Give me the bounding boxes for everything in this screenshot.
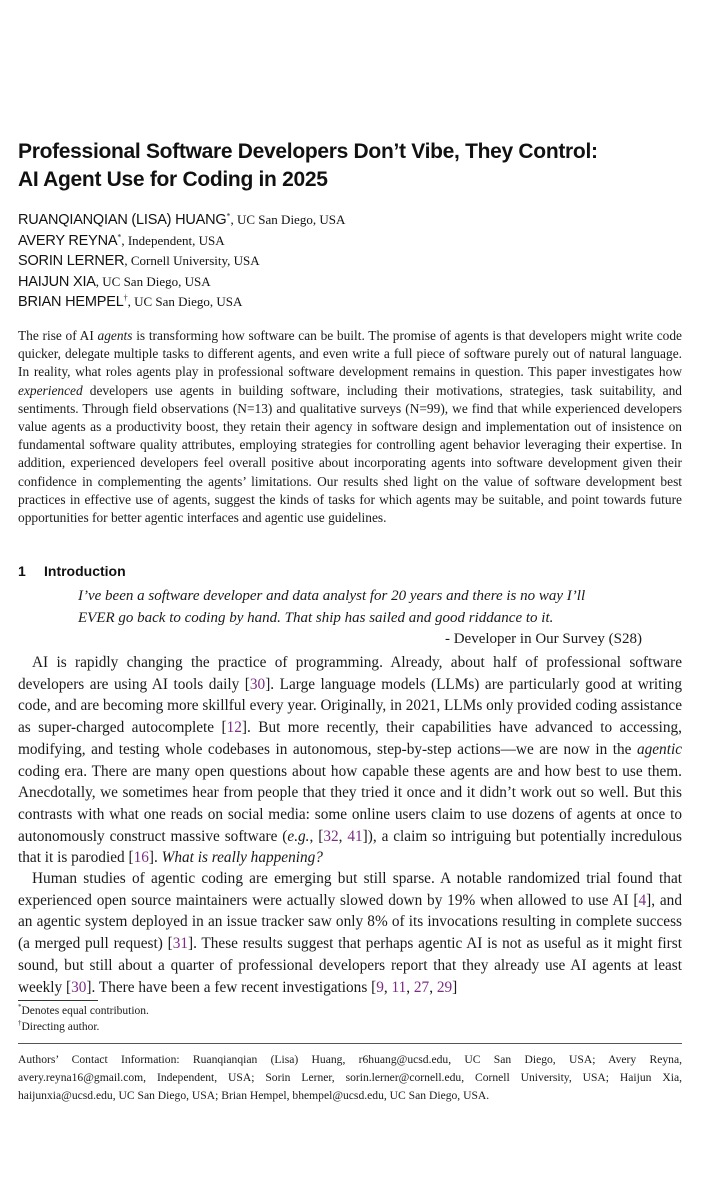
author-name: SORIN LERNER <box>18 253 125 269</box>
text-run: ]. But more recently, their capabilities have advanced to accessing, modifying, and testing whole codebases in autonomous, step-by-step actions—we are now in the <box>18 719 682 758</box>
text-run: ]), a claim so intriguing but potentially incredulous that it is parodied [ <box>18 827 683 867</box>
text-run: , [ <box>309 827 324 845</box>
footnote-text: Denotes equal contribution. <box>21 1005 149 1017</box>
emphasis-text: agents <box>97 328 133 343</box>
text-run: AI is rapidly changing the practice of programming. Already, about half of professional software developers are using AI tools daily [ <box>18 654 682 693</box>
author-item <box>18 231 345 252</box>
footnote-mark: † <box>18 1019 22 1028</box>
text-run: developers use agents in building software, including their motivations, strategies, task suitability, and sentiments. Through field observations (N=13) and qualitative surveys (N=99), we find that while experienced developers value agents as a productivity boost, they retain their agency in software design and implementation out of insistence on fundamental software quality attributes, employing strategies for controlling agent behavior leveraging their expertise. In addition, experienced developers feel overall positive about incorporating agents into software development given their confidence in complementing the agents’ limitations. Our results shed light on the value of software development best practices in effective use of agents, suggest the kinds of tasks for which agents may be suitable, and point towards future opportunities for better agentic interfaces and agentic use guidelines. <box>18 382 682 526</box>
text-run: ]. These results suggest that perhaps agentic AI is not as useful as it might first sound, but still about a quarter of professional developers report that they already use AI agents at least weekly [ <box>18 935 682 996</box>
citation-link[interactable]: 16 <box>133 849 149 867</box>
text-run: ] <box>452 978 458 996</box>
citation-link[interactable]: 30 <box>249 675 266 693</box>
citation-link[interactable]: 32 <box>323 827 339 845</box>
text-run: coding era. There are many open questions about how capable these agents are and how best to use them. Anecdotally, we sometimes hear from people that they tried it once and it didn’t work out so well. But this contrasts with what one reads on social media: some online users claim to use dozens of agents at once to autonomously construct massive software ( <box>18 762 682 845</box>
footnote-directing-author <box>18 1019 149 1035</box>
paper-title-line-2: AI Agent Use for Coding in 2025 <box>18 168 328 191</box>
epigraph-attribution: - Developer in Our Survey (S28) <box>444 631 642 647</box>
citation-link[interactable]: 11 <box>391 978 407 996</box>
footnote-divider <box>18 1000 98 1001</box>
author-item <box>18 292 345 313</box>
epigraph-quote <box>78 586 646 629</box>
footnote-mark: * <box>18 1003 22 1012</box>
paper-title-line-1: Professional Software Developers Don’t Vibe, They Control: <box>18 140 598 163</box>
text-run: , <box>429 978 437 996</box>
citation-link[interactable]: 27 <box>413 978 430 996</box>
author-affiliation: , Cornell University, USA <box>124 253 260 268</box>
section-heading-introduction <box>18 563 126 579</box>
citation-link[interactable]: 30 <box>71 978 87 996</box>
citation-link[interactable]: 4 <box>638 891 647 909</box>
text-run: ]. There have been a few recent investigations [ <box>86 978 377 996</box>
epigraph-quote-line-2: EVER go back to coding by hand. That ship has sailed and good riddance to it. <box>78 609 554 626</box>
author-footnote-mark: * <box>226 211 231 221</box>
epigraph <box>78 586 646 651</box>
footnote-list <box>18 1003 149 1035</box>
text-run: , <box>338 827 348 845</box>
contact-divider <box>18 1043 682 1044</box>
footnote-equal-contribution <box>18 1003 149 1019</box>
author-affiliation: , UC San Diego, USA <box>127 294 243 309</box>
text-run: ]. <box>148 849 162 867</box>
author-list <box>18 210 345 313</box>
emphasis-text: agentic <box>636 740 682 758</box>
author-item <box>18 251 345 272</box>
author-affiliation: , UC San Diego, USA <box>95 273 211 289</box>
author-footnote-mark: * <box>117 232 122 242</box>
citation-link[interactable]: 31 <box>172 935 189 953</box>
author-name: AVERY REYNA <box>18 232 118 249</box>
author-item <box>18 210 345 231</box>
authors-contact-information: Authors’ Contact Information: Ruanqianqian (Lisa) Huang, r6huang@ucsd.edu, UC San Diego, USA; Avery Reyna, avery.reyna16@gmail.com, Independent, USA; Sorin Lerner, sorin.lerner@cornell.edu, Cornell University, USA; Haijun Xia, haijunxia@ucsd.edu, UC San Diego, USA; Brian Hempel, bhempel@ucsd.edu, UC San Diego, USA. <box>18 1053 682 1102</box>
paper-title <box>18 138 698 194</box>
text-run: , <box>383 978 392 996</box>
emphasis-text: experienced <box>18 382 83 398</box>
citation-link[interactable]: 12 <box>226 719 242 737</box>
author-name: BRIAN HEMPEL <box>18 294 124 310</box>
author-name: RUANQIANQIAN (LISA) HUANG <box>18 212 227 228</box>
abstract <box>18 327 682 527</box>
section-title: Introduction <box>44 563 126 579</box>
author-item <box>18 272 345 293</box>
text-run: The rise of AI <box>18 328 98 343</box>
emphasis-text: e.g. <box>287 827 310 845</box>
intro-paragraph-1 <box>18 652 682 869</box>
footnote-text: Directing author. <box>21 1021 100 1033</box>
intro-paragraph-2 <box>18 868 682 998</box>
text-run: ]. Large language models (LLMs) are particularly good at writing code, and are becoming more skillful every year. Originally, in 2021, LLMs only provided coding assistance as super-charged autocomplete [ <box>18 675 682 737</box>
section-number: 1 <box>18 563 26 579</box>
citation-link[interactable]: 9 <box>376 978 384 996</box>
text-run: Human studies of agentic coding are emerging but still sparse. A notable randomized trial found that experienced open source maintainers were actually slowed down by 19% when allowed to use AI [ <box>18 870 682 909</box>
text-run: ], and an agentic system deployed in an issue tracker saw only 8% of its invocations resulting in complete success (a merged pull request) [ <box>18 891 682 953</box>
text-run: is transforming how software can be built. The promise of agents is that developers might write code quicker, delegate multiple tasks to different agents, and even write a full piece of software purely out of natural language. In reality, what roles agents play in professional software development remains in question. This paper investigates how <box>18 328 682 380</box>
epigraph-quote-line-1: I’ve been a software developer and data analyst for 20 years and there is no way I’ll <box>78 588 586 604</box>
citation-link[interactable]: 41 <box>347 827 363 845</box>
author-affiliation: , Independent, USA <box>121 232 225 248</box>
author-affiliation: , UC San Diego, USA <box>230 212 346 227</box>
emphasis-text: What is really happening? <box>161 849 323 867</box>
text-run: , <box>406 978 414 996</box>
author-name: HAIJUN XIA <box>18 273 96 290</box>
author-footnote-mark: † <box>123 293 128 303</box>
citation-link[interactable]: 29 <box>436 978 453 996</box>
